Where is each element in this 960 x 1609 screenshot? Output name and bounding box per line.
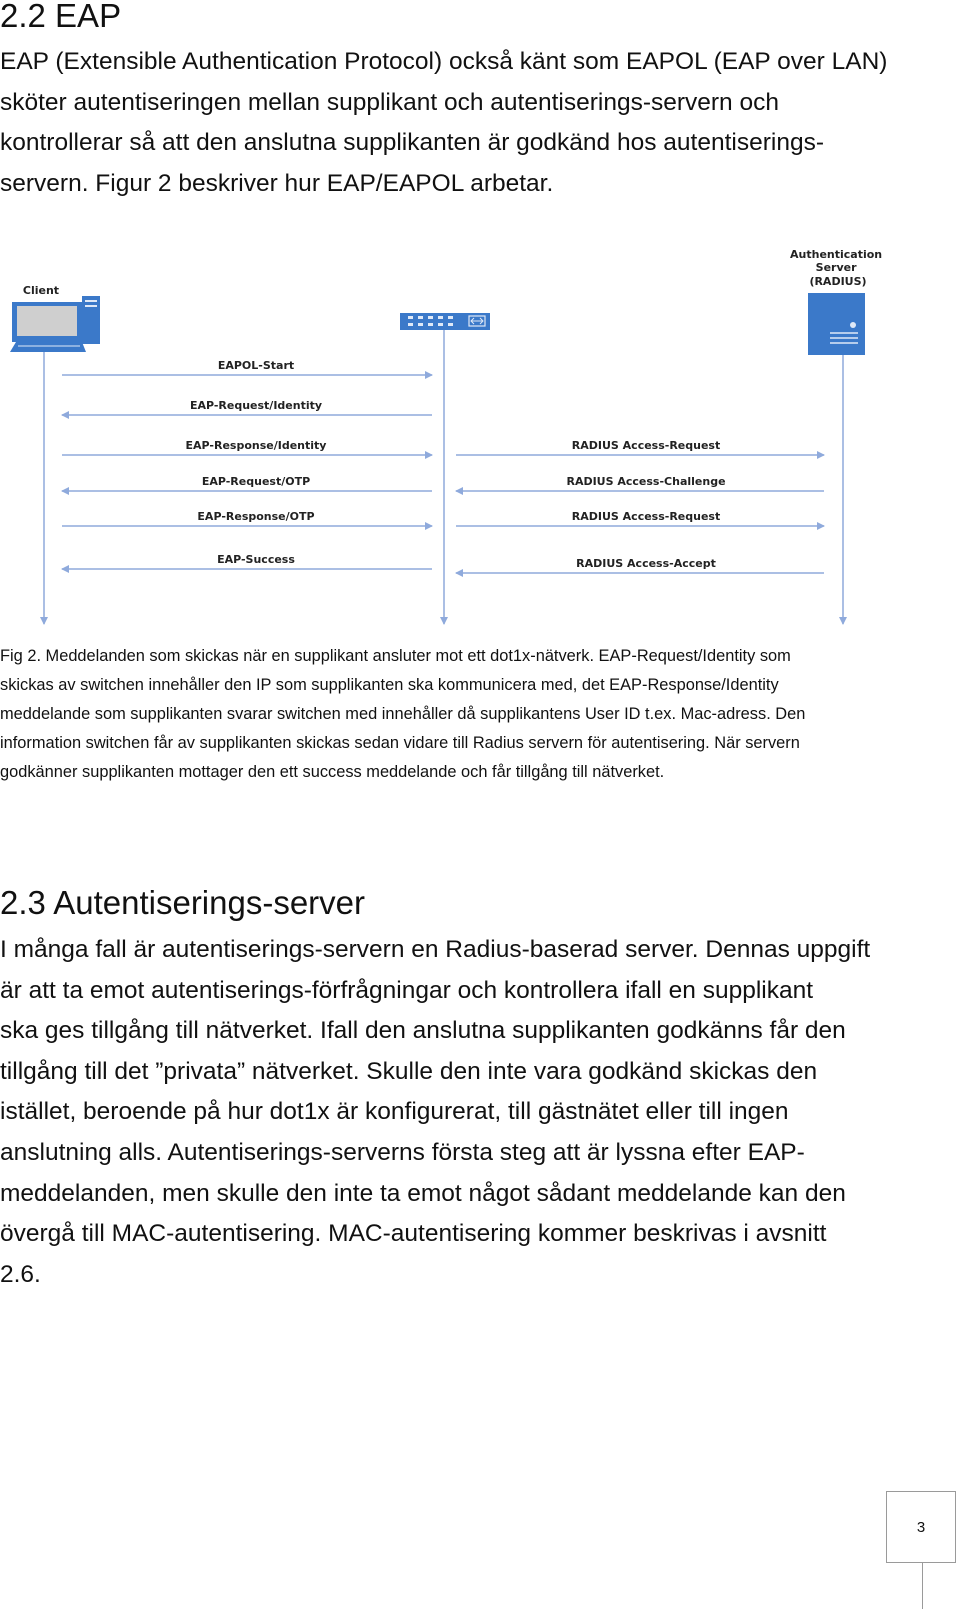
eap-sequence-diagram	[0, 240, 960, 640]
switch-server-message-label: RADIUS Access-Accept	[576, 557, 716, 570]
caption-line: Fig 2. Meddelanden som skickas när en supplikant ansluter mot ett dot1x-nätverk. EAP-Request/Identity som	[0, 647, 791, 665]
client-switch-message-label: EAP-Success	[217, 553, 295, 566]
caption-line: godkänner supplikanten mottager den ett success meddelande och får tillgång till nätverket.	[0, 763, 665, 781]
client-label: Client	[22, 284, 60, 297]
paragraph-line: är att ta emot autentiserings-förfrågningar och kontrollera ifall en supplikant	[0, 976, 814, 1004]
paragraph-line: servern. Figur 2 beskriver hur EAP/EAPOL arbetar.	[0, 169, 554, 197]
client-switch-message-label: EAP-Request/OTP	[201, 475, 311, 488]
caption-line: information switchen får av supplikanten skickas sedan vidare till Radius servern för autentisering. När servern	[0, 734, 800, 752]
server-label-line: (RADIUS)	[809, 275, 867, 288]
paragraph-line: anslutning alls. Autentiserings-serverns första steg att är lyssna efter EAP-	[0, 1138, 805, 1166]
client-switch-message-label: EAP-Response/Identity	[185, 439, 327, 452]
paragraph-line: meddelanden, men skulle den inte ta emot något sådant meddelande kan den	[0, 1179, 846, 1207]
client-switch-message-label: EAP-Response/OTP	[197, 510, 315, 523]
paragraph-line: övergå till MAC-autentisering. MAC-autentisering kommer beskrivas i avsnitt	[0, 1220, 827, 1248]
computer-icon	[10, 296, 100, 352]
paragraph-line: kontrollerar så att den anslutna supplikanten är godkänd hos autentiserings-	[0, 129, 824, 157]
switch-server-message-label: RADIUS Access-Challenge	[566, 475, 726, 488]
paragraph-line: ska ges tillgång till nätverket. Ifall den anslutna supplikanten godkänns får den	[0, 1017, 846, 1045]
caption-line: skickas av switchen innehåller den IP som supplikanten ska kommunicera med, det EAP-Response/Identity	[0, 676, 779, 694]
paragraph-line: tillgång till det ”privata” nätverket. Skulle den inte vara godkänd skickas den	[0, 1057, 818, 1085]
figure-caption	[0, 642, 805, 787]
section-heading-eap: 2.2 EAP	[0, 0, 122, 34]
switch-icon	[400, 313, 490, 330]
server-label-line: Server	[815, 261, 857, 274]
switch-server-message-label: RADIUS Access-Request	[571, 439, 721, 452]
server-label-line: Authentication	[790, 248, 883, 261]
page-number: 3	[916, 1518, 926, 1536]
page-number-box-line	[922, 1563, 923, 1609]
client-switch-messages	[62, 359, 432, 569]
server-icon	[808, 293, 865, 355]
switch-server-message-label: RADIUS Access-Request	[571, 510, 721, 523]
caption-line: meddelande som supplikanten svarar switchen med innehåller då supplikantens User ID t.ex. Mac-adress. Den	[0, 705, 806, 723]
paragraph-line: EAP (Extensible Authentication Protocol) också känt som EAPOL (EAP over LAN)	[0, 48, 888, 75]
client-switch-message-label: EAP-Request/Identity	[189, 399, 323, 412]
eap-paragraph	[0, 42, 887, 204]
svg-text:Authentication Server	[790, 248, 886, 288]
switch-server-messages	[456, 439, 824, 573]
paragraph-line: istället, beroende på hur dot1x är konfigurerat, till gästnätet eller till ingen	[0, 1098, 789, 1126]
client-switch-message-label: EAPOL-Start	[217, 359, 295, 372]
paragraph-line: 2.6.	[0, 1260, 41, 1288]
auth-server-paragraph	[0, 930, 870, 1295]
paragraph-line: sköter autentiseringen mellan supplikant och autentiserings-servern och	[0, 88, 779, 116]
page-number-box	[886, 1491, 956, 1563]
paragraph-line: I många fall är autentiserings-servern en Radius-baserad server. Dennas uppgift	[0, 936, 871, 963]
section-heading-auth-server: 2.3 Autentiserings-server	[0, 884, 366, 921]
